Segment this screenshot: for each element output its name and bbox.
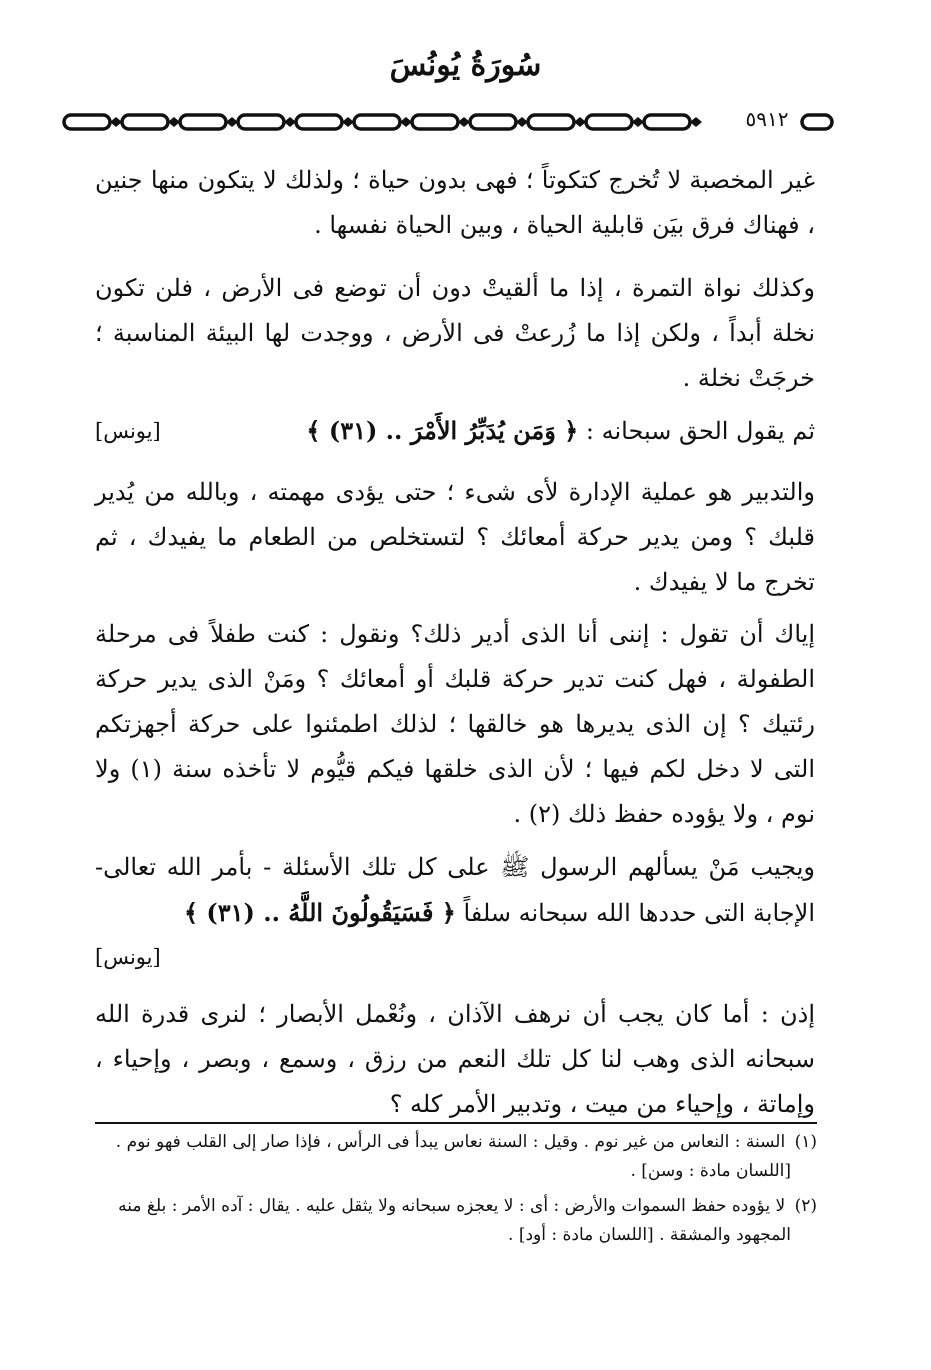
chain-link	[802, 115, 832, 129]
footnote-2	[95, 1192, 817, 1250]
paragraph-4-text: والتدبير هو عملية الإدارة لأى شىء ؛ حتى يؤدى مهمته ، وبالله من يُدير قلبك ؟ ومن يدير حركة أمعائك ؟ لتستخلص من الطعام ما يفيدك ، ثم تخرج ما لا يفيدك .	[95, 478, 815, 596]
surah-reference: [يونس]	[95, 945, 161, 969]
chain-diamond	[284, 117, 296, 127]
paragraph-5	[95, 612, 815, 837]
paragraph-1	[95, 158, 815, 248]
chain-diamond	[110, 117, 122, 127]
ornamental-chain-border	[60, 102, 835, 142]
chain-diamond	[226, 117, 238, 127]
chain-link	[238, 115, 284, 129]
paragraph-7	[95, 992, 815, 1127]
paragraph-6-body: ويجيب مَنْ يسألهم الرسول ﷺ على كل تلك الأسئلة - بأمر الله تعالى- الإجابة التى حددها الله سبحانه سلفاً	[95, 853, 815, 927]
page-number: ٥٩١٢	[736, 103, 798, 135]
verse-lead-text: ثم يقول الحق سبحانه :	[585, 417, 815, 445]
chain-link	[470, 115, 516, 129]
chain-diamond	[516, 117, 528, 127]
paragraph-2	[95, 266, 815, 401]
paragraph-2-text: وكذلك نواة التمرة ، إذا ما ألقيتْ دون أن توضع فى الأرض ، فلن تكون نخلة أبداً ، ولكن إذا ما زُرعتْ فى الأرض ، ووجدت لها البيئة المناسبة ؛ خرجَتْ نخلة .	[95, 274, 815, 392]
chain-link	[122, 115, 168, 129]
footnote-number: (١)	[794, 1132, 817, 1152]
chain-link	[412, 115, 458, 129]
chain-diamond	[400, 117, 412, 127]
quran-verse: ﴿ وَمَن يُدَبِّرُ الأَمْرَ .. (٣١) ﴾	[306, 416, 579, 445]
footnote-1	[95, 1128, 817, 1186]
chain-link	[586, 115, 632, 129]
verse-intro	[306, 408, 815, 454]
chain-link	[64, 115, 110, 129]
verse-citation-1	[95, 408, 815, 454]
surah-title: سُورَةُ يُونُسَ	[389, 48, 542, 83]
chain-link	[354, 115, 400, 129]
chain-diamond	[574, 117, 586, 127]
footnote-number: (٢)	[794, 1196, 817, 1216]
chain-link	[180, 115, 226, 129]
chain-diamond	[690, 117, 702, 127]
quran-verse: ﴿ فَسَيَقُولُونَ اللَّهُ .. (٣١) ﴾	[183, 898, 456, 927]
chain-link	[296, 115, 342, 129]
footnotes	[95, 1128, 817, 1256]
surah-reference: [يونس]	[95, 418, 161, 443]
footnote-divider	[95, 1122, 817, 1124]
footnote-source: المجهود والمشقة . [اللسان مادة : أود] .	[508, 1225, 791, 1245]
paragraph-4	[95, 470, 815, 605]
paragraph-1-text: غير المخصبة لا تُخرج كتكوتاً ؛ فهى بدون حياة ؛ ولذلك لا يتكون منها جنين ، فهناك فرق بيَن قابلية الحياة ، وبين الحياة نفسها .	[95, 166, 815, 239]
paragraph-7-text: إذن : أما كان يجب أن نرهف الآذان ، ونُعْمل الأبصار ؛ لنرى قدرة الله سبحانه الذى وهب لنا كل تلك النعم من رزق ، وسمع ، وبصر ، وإحياء ، وإماتة ، وإحياء من ميت ، وتدبير الأمر كله ؟	[95, 1000, 815, 1118]
footnote-source: [اللسان مادة : وسن] .	[630, 1161, 791, 1181]
chain-link	[528, 115, 574, 129]
chain-diamond	[458, 117, 470, 127]
chain-diamond	[342, 117, 354, 127]
footnote-text: لا يؤوده حفظ السموات والأرض : أى : لا يعجزه سبحانه ولا يثقل عليه . يقال : آده الأمر : بلغ منه	[118, 1196, 786, 1216]
chain-diamond	[168, 117, 180, 127]
paragraph-6	[95, 845, 815, 936]
footnote-text: السنة : النعاس من غير نوم . وقيل : السنة نعاس يبدأ فى الرأس ، فإذا صار إلى القلب فهو نوم .	[115, 1132, 786, 1152]
paragraph-5-text: إياك أن تقول : إننى أنا الذى أدير ذلك؟ ونقول : كنت طفلاً فى مرحلة الطفولة ، فهل كنت تدير حركة قلبك أو أمعائك ؟ ومَنْ الذى يدير حركة رئتيك ؟ إن الذى يديرها هو خالقها ؛ لذلك اطمئنوا على حركة أجهزتكم التى لا دخل لكم فيها ؛ لأن الذى خلقها فيكم قيُّوم لا تأخذه سنة (١) ولا نوم ، ولا يؤوده حفظ ذلك (٢) .	[95, 620, 815, 828]
chain-link	[644, 115, 690, 129]
paragraph-6-text	[95, 845, 815, 936]
chain-diamond	[632, 117, 644, 127]
chain-ornament-icon	[60, 102, 835, 142]
